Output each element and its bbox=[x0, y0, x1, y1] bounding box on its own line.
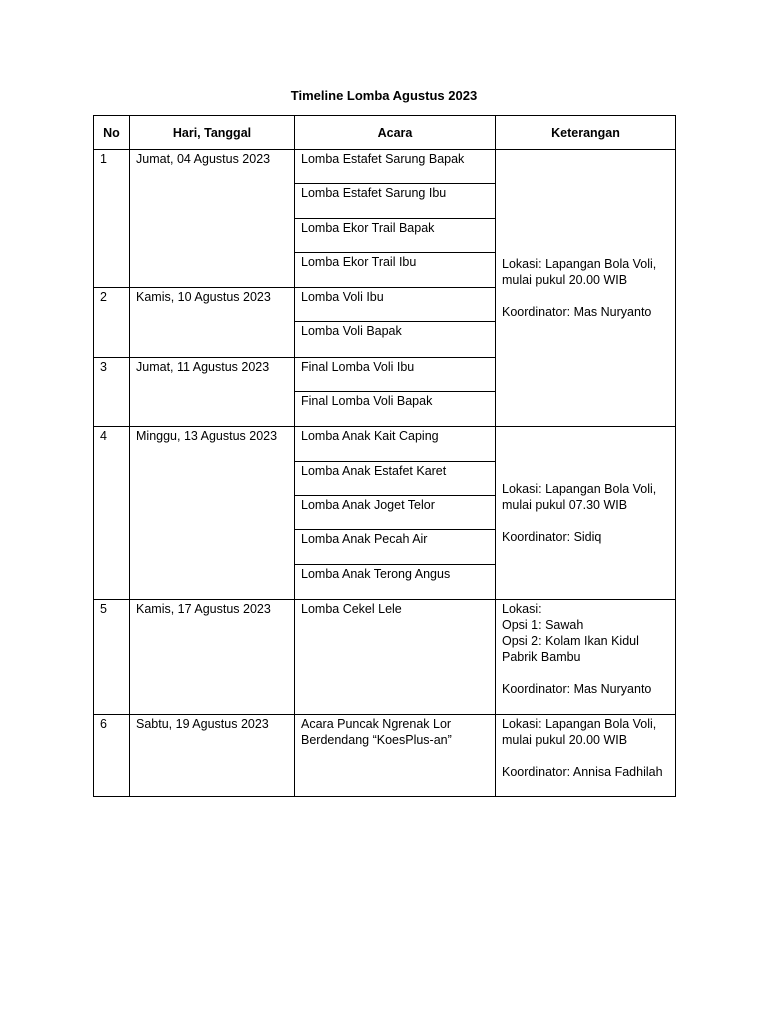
row-number: 6 bbox=[94, 714, 130, 796]
row-number: 4 bbox=[94, 427, 130, 599]
row-number: 5 bbox=[94, 599, 130, 714]
note-spacer bbox=[502, 513, 669, 529]
event-item: Lomba Anak Estafet Karet bbox=[295, 462, 495, 496]
row-events bbox=[295, 427, 496, 599]
note-option-2: Opsi 2: Kolam Ikan Kidul Pabrik Bambu bbox=[502, 633, 639, 664]
row-events bbox=[295, 357, 496, 427]
event-item: Lomba Anak Pecah Air bbox=[295, 530, 495, 564]
row-date: Minggu, 13 Agustus 2023 bbox=[130, 427, 295, 599]
row-number: 1 bbox=[94, 150, 130, 288]
event-item: Lomba Anak Kait Caping bbox=[295, 427, 495, 461]
row-date: Kamis, 10 Agustus 2023 bbox=[130, 288, 295, 358]
event-item: Lomba Estafet Sarung Bapak bbox=[295, 150, 495, 184]
note-spacer bbox=[502, 748, 669, 764]
note-coordinator: Koordinator: Mas Nuryanto bbox=[502, 305, 652, 320]
note-spacer bbox=[502, 288, 669, 304]
note-location: Lokasi: Lapangan Bola Voli, mulai pukul 20.00 WIB bbox=[502, 716, 657, 747]
note-spacer bbox=[502, 665, 669, 681]
note-cell-row5 bbox=[496, 599, 676, 714]
row-date: Jumat, 04 Agustus 2023 bbox=[130, 150, 295, 288]
table-row bbox=[94, 714, 676, 796]
note-coordinator: Koordinator: Sidiq bbox=[502, 530, 602, 545]
header-date: Hari, Tanggal bbox=[130, 116, 295, 150]
row-number: 3 bbox=[94, 357, 130, 427]
row-number: 2 bbox=[94, 288, 130, 358]
document-title: Timeline Lomba Agustus 2023 bbox=[290, 88, 478, 103]
note-location: Lokasi: Lapangan Bola Voli, mulai pukul 20.00 WIB bbox=[502, 257, 657, 288]
note-cell-group-a bbox=[496, 150, 676, 427]
note-cell-row6 bbox=[496, 714, 676, 796]
table-row bbox=[94, 427, 676, 599]
note-coordinator: Koordinator: Mas Nuryanto bbox=[502, 681, 652, 696]
event-item: Lomba Ekor Trail Bapak bbox=[295, 219, 495, 253]
row-events bbox=[295, 150, 496, 288]
row-date: Kamis, 17 Agustus 2023 bbox=[130, 599, 295, 714]
event-item: Lomba Voli Bapak bbox=[301, 324, 402, 339]
row-event: Lomba Cekel Lele bbox=[295, 599, 496, 714]
event-item: Lomba Estafet Sarung Ibu bbox=[295, 184, 495, 218]
note-option-1: Opsi 1: Sawah bbox=[502, 617, 584, 632]
note-coordinator: Koordinator: Annisa Fadhilah bbox=[502, 764, 663, 779]
row-events bbox=[295, 288, 496, 358]
header-no: No bbox=[94, 116, 130, 150]
event-item: Lomba Anak Joget Telor bbox=[295, 496, 495, 530]
note-location: Lokasi: Lapangan Bola Voli, mulai pukul 07.30 WIB bbox=[502, 482, 657, 513]
table-row bbox=[94, 599, 676, 714]
note-location: Lokasi: bbox=[502, 601, 542, 616]
note-cell-group-b bbox=[496, 427, 676, 599]
row-date: Sabtu, 19 Agustus 2023 bbox=[130, 714, 295, 796]
table-row bbox=[94, 150, 676, 288]
event-item: Lomba Ekor Trail Ibu bbox=[301, 254, 417, 269]
schedule-table bbox=[93, 115, 676, 797]
row-date: Jumat, 11 Agustus 2023 bbox=[130, 357, 295, 427]
event-item: Lomba Anak Terong Angus bbox=[301, 566, 451, 581]
event-item: Final Lomba Voli Bapak bbox=[301, 394, 433, 409]
row-event: Acara Puncak Ngrenak Lor Berdendang “KoesPlus-an” bbox=[295, 714, 496, 796]
header-event: Acara bbox=[295, 116, 496, 150]
header-note: Keterangan bbox=[496, 116, 676, 150]
event-item: Lomba Voli Ibu bbox=[295, 288, 495, 322]
table-header-row bbox=[94, 116, 676, 150]
event-item: Final Lomba Voli Ibu bbox=[295, 358, 495, 392]
